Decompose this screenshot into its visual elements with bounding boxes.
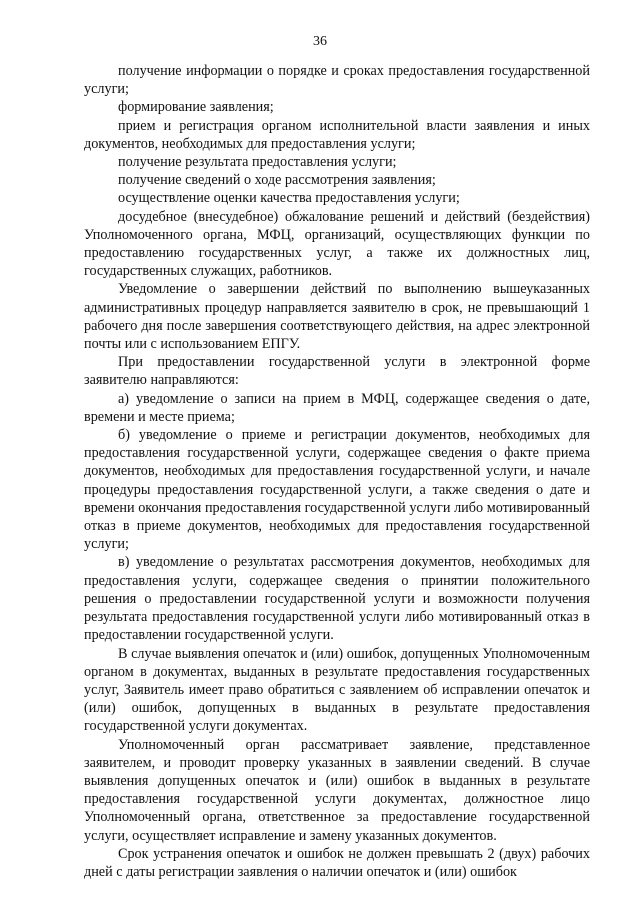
- page-body: [84, 62, 590, 881]
- paragraph-info-request: получение информации о порядке и сроках предоставления государственной услуги;: [84, 63, 590, 98]
- paragraph-notice-a: а) уведомление о записи на прием в МФЦ, содержащее сведения о дате, времени и месте приема;: [84, 390, 590, 425]
- paragraph-correction-deadline: Срок устранения опечаток и ошибок не должен превышать 2 (двух) рабочих дней с даты регистрации заявления о наличии опечаток и (или) ошибок: [84, 845, 590, 880]
- paragraph-progress-info: получение сведений о ходе рассмотрения заявления;: [118, 172, 436, 189]
- paragraph-get-result: получение результата предоставления услуги;: [118, 154, 397, 171]
- paragraph-electronic-notices-intro: При предоставлении государственной услуги в электронной форме заявителю направляются:: [84, 354, 590, 389]
- paragraph-errors-review: Уполномоченный орган рассматривает заявление, представленное заявителем, и проводит проверку указанных в заявлении сведений. В случае выявления допущенных опечаток и (или) ошибок в выданных в результате предоставления государственной услуги документах, должностное лицо Уполномоченный органа, ответственное за предоставление государственной услуги, осуществляет исправление и замену указанных документов.: [84, 736, 590, 844]
- paragraph-errors-detected: В случае выявления опечаток и (или) ошибок, допущенных Уполномоченным органом в документах, выданных в результате предоставления государственных услуг, Заявитель имеет право обратиться с заявлением об исправлении опечаток и (или) ошибок, допущенных в выданных в результате предоставления государственной услуги документах.: [84, 645, 590, 735]
- paragraph-quality-assessment: осуществление оценки качества предоставления услуги;: [118, 190, 460, 207]
- paragraph-notice-b: б) уведомление о приеме и регистрации документов, необходимых для предоставления государственной услуги, содержащее сведения о факте приема документов, необходимых для предоставления государственной услуги, и начале процедуры предоставления государственной услуги, а также сведения о дате и времени окончания предоставления государственной услуги либо мотивированный отказ в приеме документов, необходимых для предоставления государственной услуги;: [84, 427, 590, 553]
- paragraph-pretrial-appeal: досудебное (внесудебное) обжалование решений и действий (бездействия) Уполномоченного органа, МФЦ, организаций, осуществляющих функции по предоставлению государственных услуг, а также их должностных лиц, государственных служащих, работников.: [84, 208, 590, 280]
- page-number: 36: [313, 34, 327, 49]
- paragraph-notice-c: в) уведомление о результатах рассмотрения документов, необходимых для предоставления услуги, содержащее сведения о принятии положительного решения о предоставлении государственной услуги и возможности получения результата предоставления государственной услуги либо мотивированный отказ в предоставлении государственной услуги.: [84, 554, 590, 644]
- paragraph-form-application: формирование заявления;: [118, 99, 274, 116]
- paragraph-receive-register: прием и регистрация органом исполнительной власти заявления и иных документов, необходимых для предоставления услуги;: [84, 117, 590, 152]
- paragraph-completion-notice: Уведомление о завершении действий по выполнению вышеуказанных административных процедур направляется заявителю в срок, не превышающий 1 рабочего дня после завершения соответствующего действия, на адрес электронной почты или с использованием ЕПГУ.: [84, 281, 590, 353]
